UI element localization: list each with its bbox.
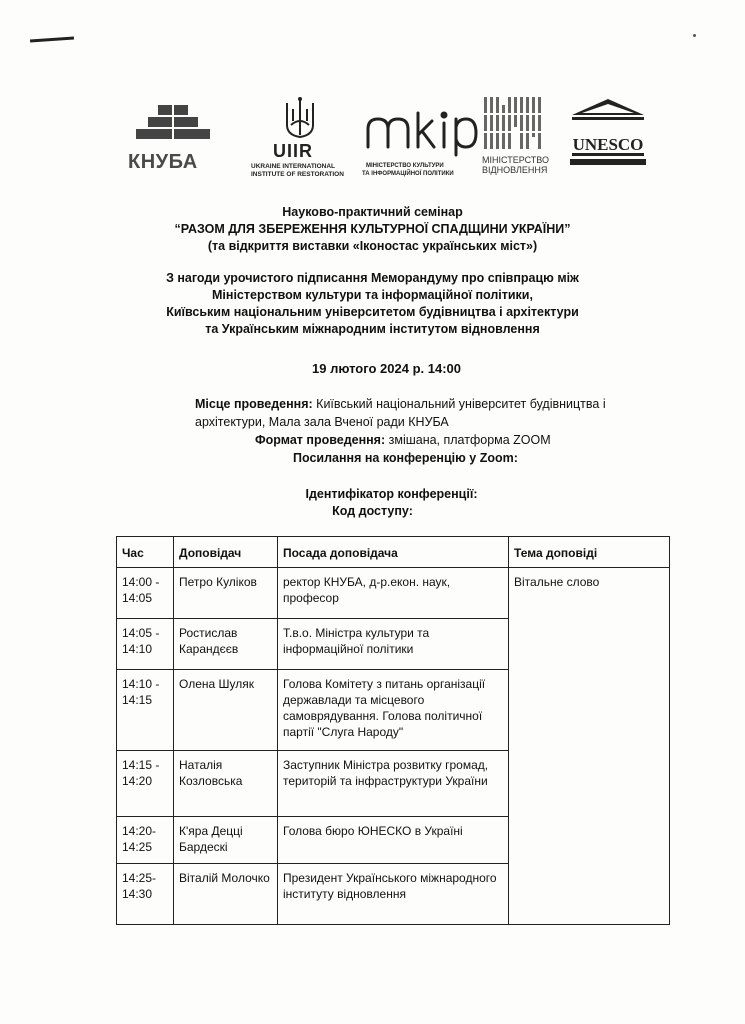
table-header-row: [117, 537, 670, 568]
event-datetime: 19 лютого 2024 р. 14:00: [312, 361, 461, 376]
memorandum-line: та Українським міжнародним інститутом відновлення: [205, 322, 540, 336]
knuba-emblem-icon: [128, 103, 220, 151]
cell-time: 14:15 - 14:20: [117, 751, 174, 817]
venue-value: Київський національний університет будівництва і: [312, 397, 606, 411]
knuba-logo-text: КНУБА: [128, 151, 198, 173]
venue-value-continued: архітектури, Мала зала Вченої ради КНУБА: [195, 415, 449, 429]
seminar-subtitle: (та відкриття виставки «Іконостас українських міст»): [207, 239, 538, 253]
format-label: Формат проведення:: [255, 433, 386, 447]
restoration-grid-icon: [482, 95, 546, 151]
format-row: [195, 431, 665, 449]
cell-position: Заступник Міністра розвитку громад, територій та інфраструктури України: [278, 751, 509, 817]
table-row: [117, 568, 670, 619]
uiir-line2: INSTITUTE OF RESTORATION: [251, 171, 344, 178]
cell-time: 14:05 - 14:10: [117, 619, 174, 670]
header-speaker: Доповідач: [174, 537, 278, 568]
memorandum-line: Київським національним університетом будівництва і архітектури: [166, 305, 579, 319]
minv-line2: ВІДНОВЛЕННЯ: [482, 165, 548, 175]
scan-artifact-mark: [30, 36, 74, 42]
mkip-mark-icon: [362, 107, 482, 159]
seminar-title: “РАЗОМ ДЛЯ ЗБЕРЕЖЕННЯ КУЛЬТУРНОЇ СПАДЩИНИ УКРАЇНИ”: [174, 222, 571, 236]
cell-speaker: К'яра Децці Бардескі: [174, 817, 278, 864]
event-info: [195, 395, 665, 467]
seminar-type: Науково-практичний семінар: [282, 205, 463, 219]
header-topic: Тема доповіді: [509, 537, 670, 568]
knuba-logo: [128, 103, 220, 173]
unesco-text: UNESCO: [572, 135, 644, 154]
schedule-table: [116, 536, 670, 925]
logo-strip: [120, 95, 680, 185]
cell-time: 14:20- 14:25: [117, 817, 174, 864]
conference-id-label: Ідентифікатор конференції:: [305, 487, 478, 501]
unesco-temple-icon: [568, 97, 648, 169]
uiir-logo: [245, 95, 355, 178]
cell-time: 14:25- 14:30: [117, 864, 174, 925]
cell-time: 14:10 - 14:15: [117, 670, 174, 751]
header-time: Час: [117, 537, 174, 568]
cell-position: Голова бюро ЮНЕСКО в Україні: [278, 817, 509, 864]
cell-position: Голова Комітету з питань організації державлади та місцевого самоврядування. Голова політичної партії "Слуга Народу": [278, 670, 509, 751]
cell-speaker: Петро Куліков: [174, 568, 278, 619]
uiir-line1: UKRAINE INTERNATIONAL: [251, 163, 336, 170]
memorandum-block: [0, 270, 745, 338]
cell-topic: Вітальне слово: [509, 568, 670, 925]
cell-position: ректор КНУБА, д-р.екон. наук, професор: [278, 568, 509, 619]
unesco-logo: [568, 97, 648, 169]
cell-speaker: Олена Шуляк: [174, 670, 278, 751]
format-value: змішана, платформа ZOOM: [385, 433, 551, 447]
conference-credentials: [0, 486, 745, 520]
cell-speaker: Віталій Молочко: [174, 864, 278, 925]
cell-speaker: Ростислав Карандєєв: [174, 619, 278, 670]
cell-position: Т.в.о. Міністра культури та інформаційної політики: [278, 619, 509, 670]
seminar-heading: [0, 204, 745, 255]
header-position: Посада доповідача: [278, 537, 509, 568]
cell-time: 14:00 - 14:05: [117, 568, 174, 619]
mkip-line2: ТА ІНФОРМАЦІЙНОЇ ПОЛІТИКИ: [362, 171, 454, 177]
memorandum-line: З нагоди урочистого підписання Меморандуму про співпрацю між: [166, 271, 579, 285]
uiir-abbr: UIIR: [273, 141, 313, 161]
memorandum-line: Міністерством культури та інформаційної політики,: [212, 288, 533, 302]
mkip-logo: [362, 107, 482, 177]
venue-label: Місце проведення:: [195, 397, 313, 411]
venue-row: [195, 395, 665, 413]
ministry-restoration-logo: [482, 95, 552, 175]
mkip-line1: МІНІСТЕРСТВО КУЛЬТУРИ: [366, 163, 444, 169]
scan-artifact-dot: [693, 34, 696, 37]
trident-icon: [245, 95, 355, 141]
access-code-label: Код доступу:: [332, 504, 413, 518]
minv-line1: МІНІСТЕРСТВО: [482, 155, 550, 165]
zoom-link-label: Посилання на конференцію у Zoom:: [293, 451, 518, 465]
cell-position: Президент Українського міжнародного інституту відновлення: [278, 864, 509, 925]
cell-speaker: Наталія Козловська: [174, 751, 278, 817]
